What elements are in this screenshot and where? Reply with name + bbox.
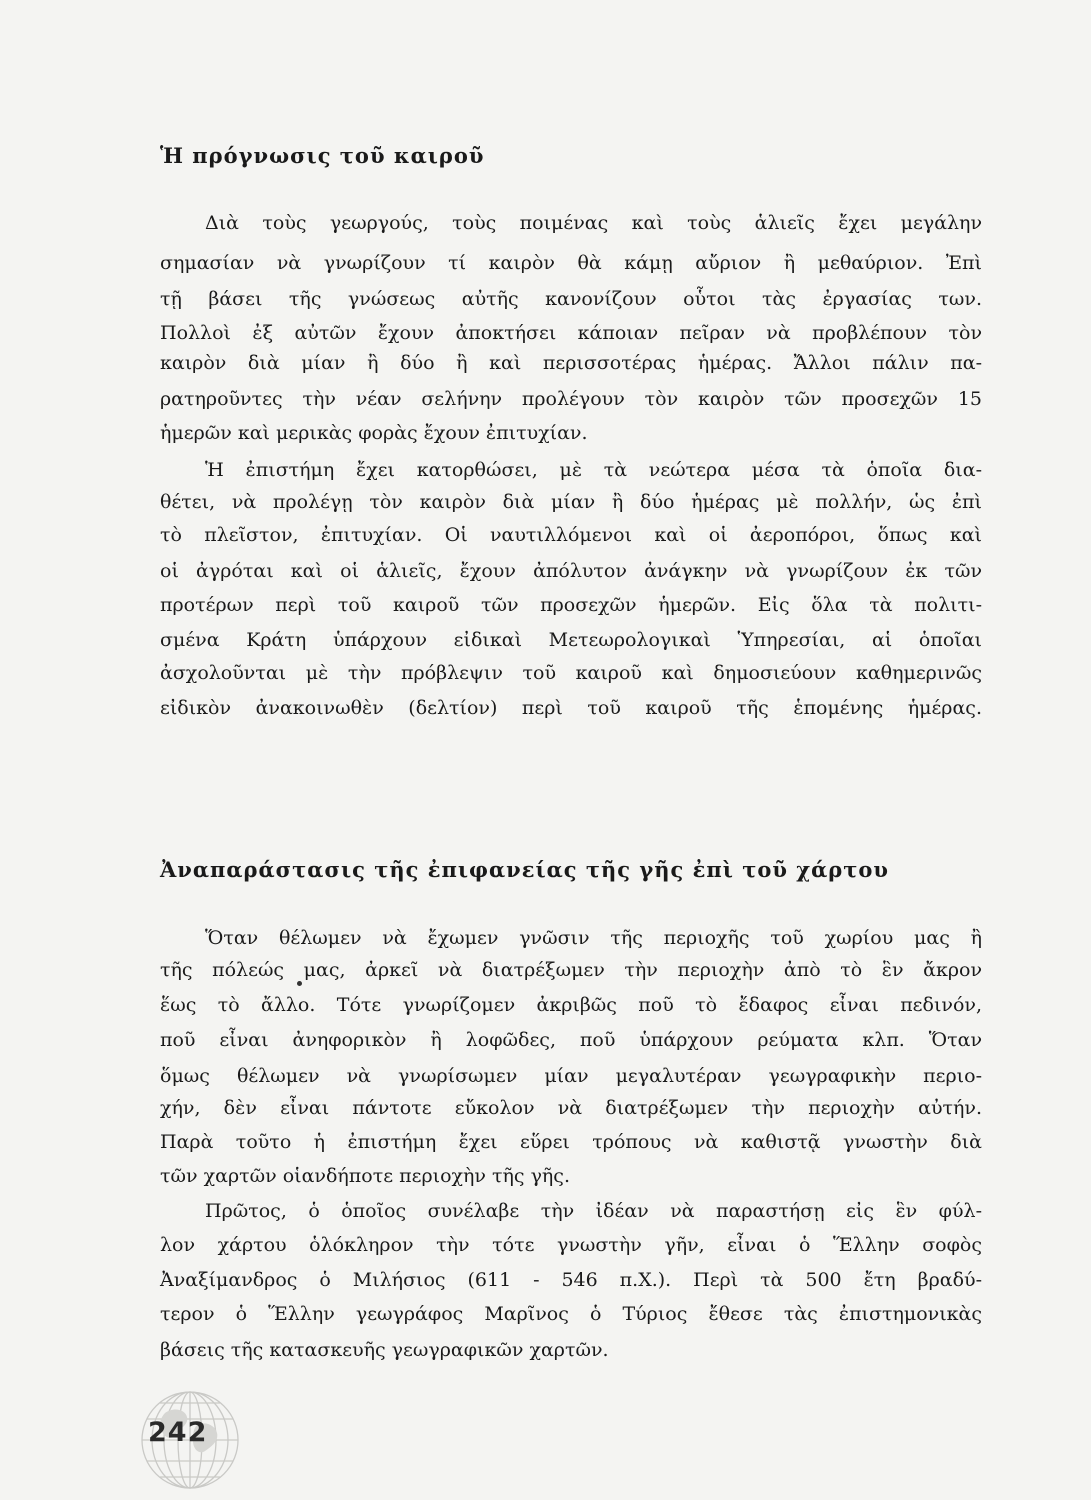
text-line: χήν, δὲν εἶναι πάντοτε εὔκολον νὰ διατρέξωμεν τὴν περιοχὴν αὐτήν. bbox=[160, 1097, 982, 1119]
text-line: θέτει, νὰ προλέγῃ τὸν καιρὸν διὰ μίαν ἢ δύο ἡμέρας μὲ πολλήν, ὡς ἐπὶ bbox=[160, 491, 982, 513]
text-line: Πολλοὶ ἐξ αὐτῶν ἔχουν ἀποκτήσει κάποιαν πεῖραν νὰ προβλέπουν τὸν bbox=[160, 322, 982, 344]
text-line: ρατηροῦντες τὴν νέαν σελήνην προλέγουν τὸν καιρὸν τῶν προσεχῶν 15 bbox=[160, 388, 982, 410]
text-line: τερον ὁ Ἕλλην γεωγράφος Μαρῖνος ὁ Τύριος ἔθεσε τὰς ἐπιστημονικὰς bbox=[160, 1303, 982, 1325]
text-line: λον χάρτου ὁλόκληρον τὴν τότε γνωστὴν γῆν, εἶναι ὁ Ἕλλην σοφὸς bbox=[160, 1234, 982, 1256]
text-line: προτέρων περὶ τοῦ καιροῦ τῶν προσεχῶν ἡμερῶν. Εἰς ὅλα τὰ πολιτι- bbox=[160, 594, 982, 616]
section-title-weather-forecast: Ἡ πρόγνωσις τοῦ καιροῦ bbox=[160, 143, 485, 168]
text-line: ὅμως θέλωμεν νὰ γνωρίσωμεν μίαν μεγαλυτέραν γεωγραφικὴν περιο- bbox=[160, 1065, 982, 1087]
ink-speck bbox=[297, 981, 302, 986]
text-line: σμένα Κράτη ὑπάρχουν εἰδικαὶ Μετεωρολογικαὶ Ὑπηρεσίαι, αἱ ὁποῖαι bbox=[160, 629, 982, 651]
text-line: καιρὸν διὰ μίαν ἢ δύο ἢ καὶ περισσοτέρας ἡμέρας. Ἄλλοι πάλιν πα- bbox=[160, 352, 982, 374]
text-line: ἡμερῶν καὶ μερικὰς φορὰς ἔχουν ἐπιτυχίαν. bbox=[160, 422, 588, 444]
text-line: ποῦ εἶναι ἀνηφορικὸν ἢ λοφῶδες, ποῦ ὑπάρχουν ρεύματα κλπ. Ὅταν bbox=[160, 1029, 982, 1051]
text-line: βάσεις τῆς κατασκευῆς γεωγραφικῶν χαρτῶν. bbox=[160, 1339, 609, 1361]
text-line: τῆς πόλεώς μας, ἀρκεῖ νὰ διατρέξωμεν τὴν περιοχὴν ἀπὸ τὸ ἓν ἄκρον bbox=[160, 959, 982, 981]
text-line: ἀσχολοῦνται μὲ τὴν πρόβλεψιν τοῦ καιροῦ καὶ δημοσιεύουν καθημερινῶς bbox=[160, 662, 982, 684]
page-number: 242 bbox=[148, 1417, 208, 1448]
text-line: οἱ ἀγρόται καὶ οἱ ἁλιεῖς, ἔχουν ἀπόλυτον ἀνάγκην νὰ γνωρίζουν ἐκ τῶν bbox=[160, 560, 982, 582]
text-line: Διὰ τοὺς γεωργούς, τοὺς ποιμένας καὶ τοὺς ἁλιεῖς ἔχει μεγάλην bbox=[205, 212, 982, 234]
text-line: Ἀναξίμανδρος ὁ Μιλήσιος (611 - 546 π.Χ.). Περὶ τὰ 500 ἔτη βραδύ- bbox=[160, 1269, 982, 1291]
page-footer bbox=[135, 1385, 245, 1495]
text-line: Πρῶτος, ὁ ὁποῖος συνέλαβε τὴν ἰδέαν νὰ παραστήσῃ εἰς ἓν φύλ- bbox=[205, 1200, 982, 1222]
text-line: ἕως τὸ ἄλλο. Τότε γνωρίζομεν ἀκριβῶς ποῦ τὸ ἔδαφος εἶναι πεδινόν, bbox=[160, 994, 982, 1016]
text-line: Παρὰ τοῦτο ἡ ἐπιστήμη ἔχει εὕρει τρόπους νὰ καθιστᾷ γνωστὴν διὰ bbox=[160, 1131, 982, 1153]
text-line: τῇ βάσει τῆς γνώσεως αὐτῆς κανονίζουν οὗτοι τὰς ἐργασίας των. bbox=[160, 288, 982, 310]
text-line: τὸ πλεῖστον, ἐπιτυχίαν. Οἱ ναυτιλλόμενοι καὶ οἱ ἀεροπόροι, ὅπως καὶ bbox=[160, 524, 982, 546]
section-title-map-representation: Ἀναπαράστασις τῆς ἐπιφανείας τῆς γῆς ἐπὶ τοῦ χάρτου bbox=[160, 857, 889, 882]
text-line: Ἡ ἐπιστήμη ἔχει κατορθώσει, μὲ τὰ νεώτερα μέσα τὰ ὁποῖα δια- bbox=[205, 459, 982, 481]
text-line: Ὅταν θέλωμεν νὰ ἔχωμεν γνῶσιν τῆς περιοχῆς τοῦ χωρίου μας ἢ bbox=[205, 927, 982, 949]
text-line: τῶν χαρτῶν οἱανδήποτε περιοχὴν τῆς γῆς. bbox=[160, 1165, 570, 1187]
text-line: σημασίαν νὰ γνωρίζουν τί καιρὸν θὰ κάμῃ αὔριον ἢ μεθαύριον. Ἐπὶ bbox=[160, 252, 982, 274]
text-line: εἰδικὸν ἀνακοινωθὲν (δελτίον) περὶ τοῦ καιροῦ τῆς ἑπομένης ἡμέρας. bbox=[160, 697, 982, 719]
